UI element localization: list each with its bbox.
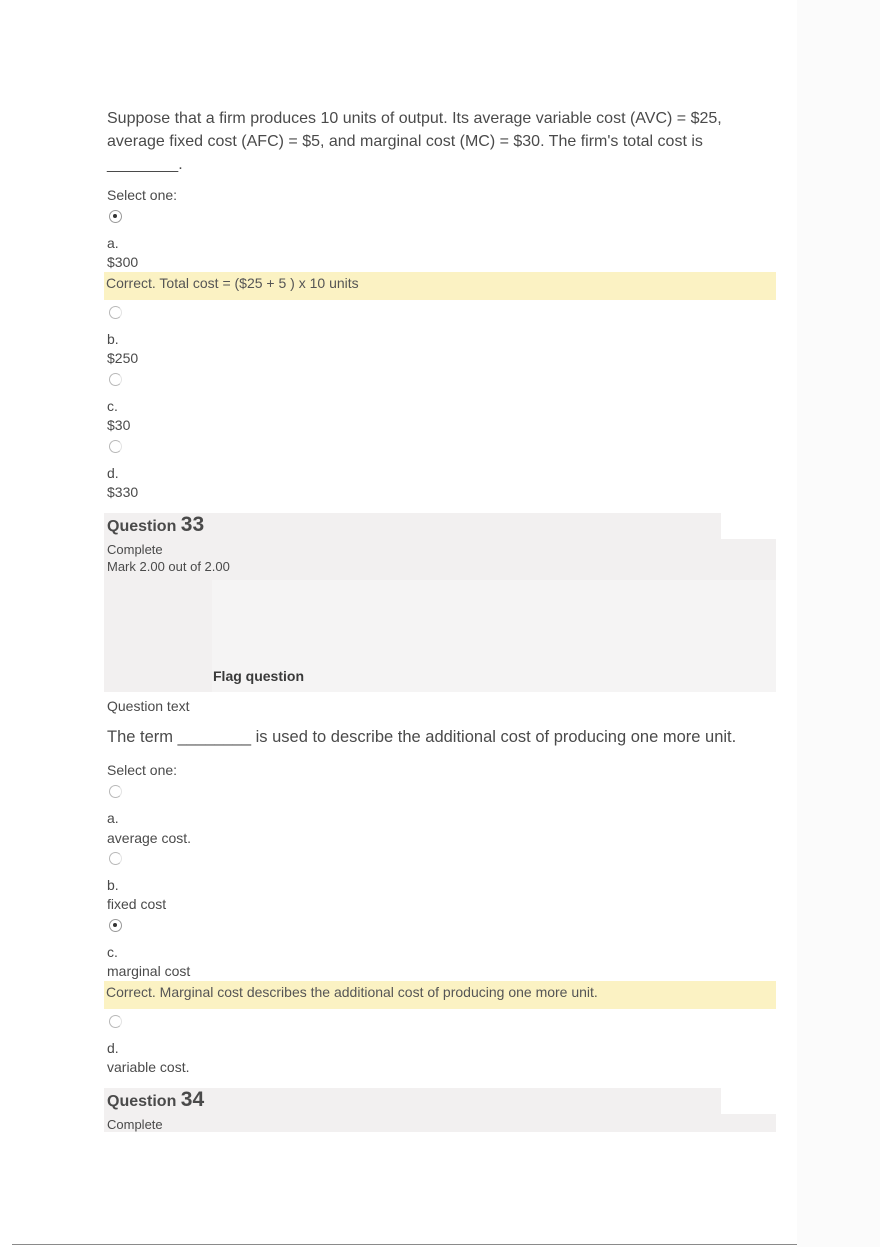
option-letter: c. <box>107 398 118 414</box>
option-letter: a. <box>107 810 119 826</box>
option-value: marginal cost <box>107 963 191 979</box>
option-letter: c. <box>107 944 118 960</box>
question-33-text: The term ________ is used to describe the additional cost of producing one more unit. <box>107 728 737 746</box>
question-state: Complete <box>107 542 163 557</box>
option-letter: b. <box>107 331 119 347</box>
radio-option-c[interactable] <box>109 919 122 932</box>
option-value: variable cost. <box>107 1059 190 1075</box>
select-one-label: Select one: <box>107 187 178 203</box>
select-one-label: Select one: <box>107 762 178 778</box>
feedback-correct: Correct. Marginal cost describes the additional cost of producing one more unit. <box>104 981 776 1009</box>
radio-option-d[interactable] <box>109 1015 122 1028</box>
option-letter: b. <box>107 877 119 893</box>
question-heading <box>107 1088 204 1112</box>
option-letter: a. <box>107 235 119 251</box>
page-margin <box>797 0 880 1247</box>
radio-option-c[interactable] <box>109 373 122 386</box>
question-text-label: Question text <box>107 698 190 714</box>
option-letter: d. <box>107 1040 119 1056</box>
question-number: 33 <box>180 513 205 536</box>
option-value: fixed cost <box>107 896 167 912</box>
option-value: average cost. <box>107 830 192 846</box>
question-heading <box>107 513 204 537</box>
option-value: $330 <box>107 484 139 500</box>
option-letter: d. <box>107 465 119 481</box>
radio-option-b[interactable] <box>109 852 122 865</box>
question-state: Complete <box>107 1117 163 1132</box>
radio-option-b[interactable] <box>109 306 122 319</box>
question-32-text: Suppose that a firm produces 10 units of output. Its average variable cost (AVC) = $25, average fixed cost (AFC) = $5, and marginal cost (MC) = $30. The firm's total cost is ________. <box>107 110 722 173</box>
feedback-correct: Correct. Total cost = ($25 + 5 ) x 10 units <box>104 272 776 300</box>
option-value: $30 <box>107 417 131 433</box>
question-heading-word: Question <box>107 518 177 535</box>
question-mark: Mark 2.00 out of 2.00 <box>107 559 230 574</box>
question-heading-word: Question <box>107 1093 177 1110</box>
flag-question-link[interactable]: Flag question <box>213 668 304 684</box>
radio-option-a[interactable] <box>109 210 122 223</box>
question-info-panel <box>104 1114 776 1132</box>
option-value: $250 <box>107 350 139 366</box>
question-number: 34 <box>180 1088 205 1111</box>
footer-divider <box>12 1244 797 1245</box>
option-value: $300 <box>107 254 139 270</box>
radio-option-d[interactable] <box>109 440 122 453</box>
radio-option-a[interactable] <box>109 785 122 798</box>
